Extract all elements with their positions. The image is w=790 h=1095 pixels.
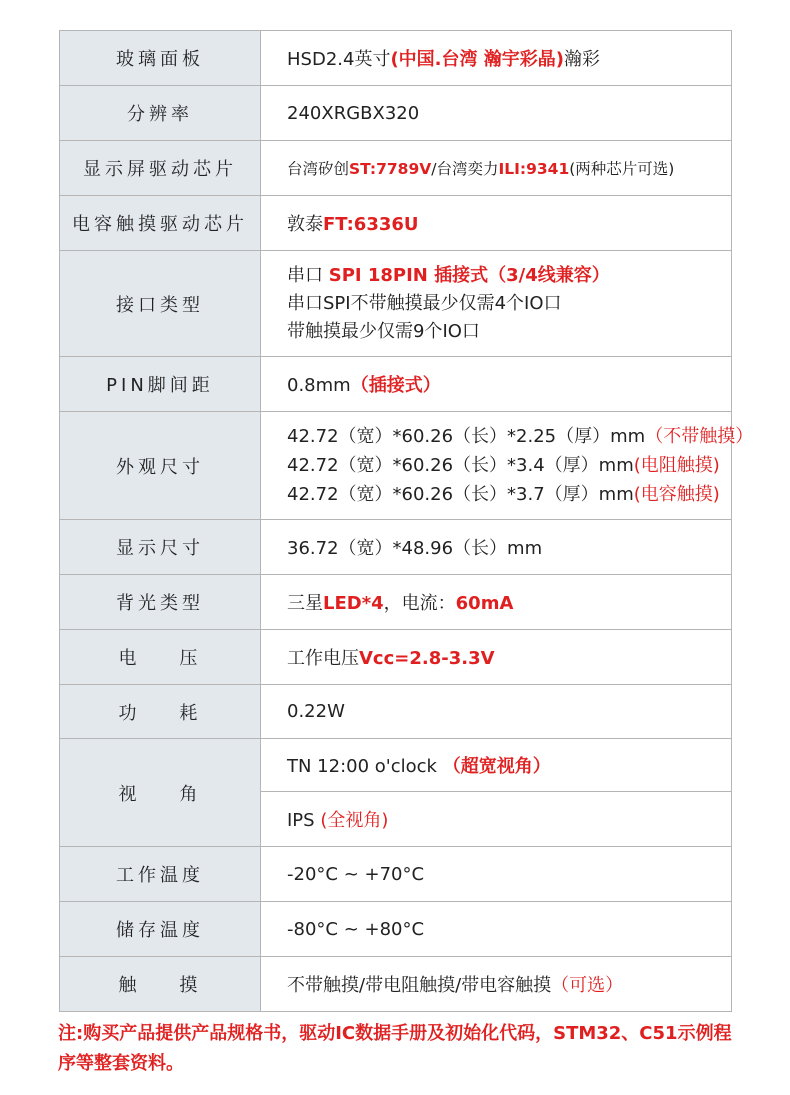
value-text: 串口 [287, 264, 329, 286]
spec-table [59, 30, 754, 1012]
value-text: 42.72（宽）*60.26（长）*2.25（厚）mm [287, 426, 646, 447]
value-text: 240XRGBX320 [287, 102, 420, 124]
value-text: 敦泰 [287, 214, 323, 235]
value-line [287, 262, 731, 290]
value-text: HSD2.4英寸 [287, 49, 391, 70]
table-row [60, 685, 732, 739]
row-value [261, 957, 732, 1012]
value-text: 0.8mm [287, 375, 351, 396]
table-row [60, 251, 732, 357]
table-row [60, 520, 732, 575]
row-label: 储存温度 [60, 902, 261, 957]
table-row [60, 957, 732, 1012]
value-text: 42.72（宽）*60.26（长）*3.7（厚）mm [287, 484, 634, 505]
row-value [261, 792, 732, 847]
value-text: -80°C ~ +80°C [287, 918, 425, 940]
table-row [60, 575, 732, 630]
highlight-text: (中国.台湾 瀚宇彩晶) [390, 49, 565, 70]
value-text: 串口SPI不带触摸最少仅需4个IO口 [287, 292, 562, 314]
footnote: 注:购买产品提供产品规格书，驱动IC数据手册及初始化代码，STM32、C51示例程序等整套资料。 [58, 1023, 732, 1074]
value-line [287, 318, 731, 346]
highlight-text: (电阻触摸) [633, 455, 720, 476]
table-row [60, 412, 732, 520]
row-label: 接口类型 [60, 251, 261, 357]
row-value [261, 739, 732, 792]
highlight-text: （超宽视角） [442, 756, 551, 777]
row-label: 触 摸 [60, 957, 261, 1012]
row-label: 显示屏驱动芯片 [60, 141, 261, 196]
row-label: 电容触摸驱动芯片 [60, 196, 261, 251]
row-value [261, 357, 732, 412]
table-row [60, 141, 732, 196]
value-text: -20°C ~ +70°C [287, 863, 425, 885]
value-text: 三星 [287, 593, 323, 614]
row-label: PIN脚间距 [60, 357, 261, 412]
value-text: ，电流： [383, 593, 456, 614]
row-label: 功 耗 [60, 685, 261, 739]
value-line [287, 480, 731, 509]
row-label: 背光类型 [60, 575, 261, 630]
row-label: 外观尺寸 [60, 412, 261, 520]
value-text: 带触摸最少仅需9个IO口 [287, 320, 480, 342]
highlight-text: 60mA [455, 593, 514, 614]
row-value [261, 685, 732, 739]
row-value [261, 412, 754, 520]
value-line [287, 290, 731, 318]
value-text: /台湾奕力 [431, 160, 499, 178]
row-label: 显示尺寸 [60, 520, 261, 575]
highlight-text: (电容触摸) [633, 484, 720, 505]
row-label: 分辨率 [60, 86, 261, 141]
value-text: 不带触摸/带电阻触摸/带电容触摸 [287, 975, 552, 996]
highlight-text: （插接式） [350, 375, 441, 396]
highlight-text: （不带触摸） [645, 426, 754, 447]
value-text: (两种芯片可选) [569, 160, 675, 178]
row-value [261, 630, 732, 685]
row-value [261, 141, 732, 196]
table-row [60, 739, 732, 792]
highlight-text: ST:7789V [349, 160, 432, 178]
table-row [60, 630, 732, 685]
row-value [261, 575, 732, 630]
highlight-text: （可选） [551, 975, 624, 996]
table-row [60, 196, 732, 251]
value-text: TN 12:00 o'clock [287, 756, 443, 777]
highlight-text: ILI:9341 [498, 160, 570, 178]
value-line [287, 422, 754, 451]
table-row [60, 31, 732, 86]
value-text: 工作电压 [287, 648, 359, 669]
value-text: 42.72（宽）*60.26（长）*3.4（厚）mm [287, 455, 634, 476]
highlight-text: FT:6336U [323, 214, 419, 235]
value-text: 36.72（宽）*48.96（长）mm [287, 538, 543, 559]
row-label: 电 压 [60, 630, 261, 685]
highlight-text: SPI 18PIN 插接式（3/4线兼容） [328, 264, 610, 286]
table-row [60, 902, 732, 957]
row-value [261, 847, 732, 902]
highlight-text: Vcc=2.8-3.3V [359, 648, 495, 669]
value-text: 台湾矽创 [287, 160, 350, 178]
row-label: 视 角 [60, 739, 261, 847]
row-value [261, 196, 732, 251]
table-row [60, 847, 732, 902]
value-line [287, 451, 731, 480]
table-row [60, 357, 732, 412]
value-text: 0.22W [287, 701, 345, 722]
row-value [261, 86, 732, 141]
value-text: 瀚彩 [564, 49, 601, 70]
row-value [261, 251, 732, 357]
table-row [60, 86, 732, 141]
highlight-text: LED*4 [323, 593, 384, 614]
row-value [261, 31, 732, 86]
row-value [261, 902, 732, 957]
row-label: 工作温度 [60, 847, 261, 902]
highlight-text: (全视角) [320, 810, 389, 831]
value-text: IPS [287, 810, 321, 831]
row-value [261, 520, 732, 575]
row-label: 玻璃面板 [60, 31, 261, 86]
